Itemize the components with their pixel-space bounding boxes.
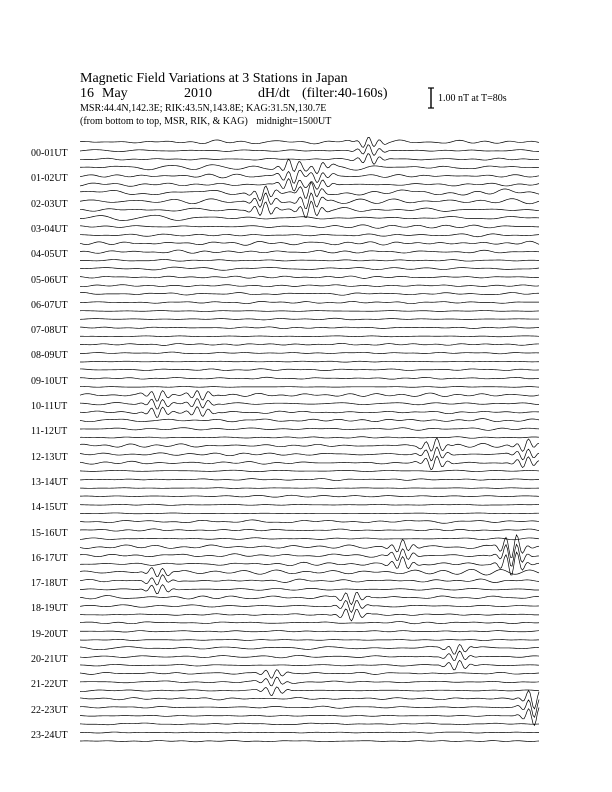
hour-label: 16-17UT [31,552,68,564]
hour-label: 04-05UT [31,249,68,261]
trace-rik [80,677,539,686]
trace-kag [80,137,539,147]
trace-msr [80,437,539,438]
hour-label: 12-13UT [31,451,68,463]
trace-msr [80,154,539,165]
trace-rik [80,504,539,505]
trace-kag [80,592,539,604]
trace-rik [80,276,539,278]
hour-label: 00-01UT [31,148,68,159]
midnight-note: midnight=1500UT [256,116,332,127]
hour-label: 10-11UT [31,401,68,412]
trace-msr [80,708,539,726]
hour-label: 21-22UT [31,679,68,691]
hour-label: 11-12UT [31,426,68,438]
trace-msr [80,285,539,287]
trace-kag [80,691,539,709]
trace-rik [80,479,539,481]
trace-kag [80,495,539,497]
trace-msr [80,687,539,696]
trace-msr [80,609,539,621]
trace-msr [80,201,539,217]
trace-rik [80,398,539,408]
date-month: May [102,86,128,101]
hour-label: 05-06UT [31,274,68,286]
trace-rik [80,631,539,632]
trace-kag [80,391,539,402]
station-coordinates: MSR:44.4N,142.3E; RIK:43.5N,143.8E; KAG:31.5N,130.7E [80,103,327,114]
hour-label: 22-23UT [31,704,68,716]
date-day: 16 [80,86,94,101]
chart-title: Magnetic Field Variations at 3 Stations in Japan [80,71,348,86]
trace-rik [80,575,539,585]
trace-kag [80,723,539,725]
trace-msr [80,639,539,640]
trace-rik [80,700,539,718]
scale-bar-label: 1.00 nT at T=80s [438,93,507,104]
hour-label: 02-03UT [31,198,68,210]
hour-label: 07-08UT [31,325,68,337]
trace-kag [80,644,539,654]
order-note: (from bottom to top, MSR, RIK, & KAG) [80,116,248,127]
trace-rik [80,170,539,183]
trace-msr [80,740,539,741]
trace-kag [80,520,539,523]
hour-label: 15-16UT [31,527,68,539]
trace-kag [80,419,539,422]
trace-msr [80,179,539,191]
trace-msr [80,538,539,540]
trace-kag [80,470,539,471]
trace-msr [80,361,539,362]
hour-label: 18-19UT [31,603,68,615]
trace-kag [80,241,539,245]
trace-kag [80,622,539,624]
date-year: 2010 [184,86,212,101]
trace-msr [80,386,539,387]
trace-msr [80,660,539,669]
trace-kag [80,292,539,295]
trace-rik [80,145,539,156]
hour-label: 14-15UT [31,502,68,514]
trace-rik [80,428,539,431]
quantity-label: dH/dt [258,86,290,101]
trace-rik [80,327,539,329]
trace-msr [80,234,539,237]
hour-label: 23-24UT [31,729,68,741]
trace-rik [80,600,539,612]
trace-msr [80,260,539,262]
hour-label: 01-02UT [31,173,68,185]
trace-kag [80,267,539,270]
trace-kag [80,438,539,451]
trace-kag [80,318,539,320]
trace-rik [80,250,539,253]
hour-label: 08-09UT [31,350,68,362]
trace-rik [80,651,539,660]
trace-rik [80,732,539,733]
trace-msr [80,311,539,312]
hour-label: 20-21UT [31,654,68,665]
hour-label: 19-20UT [31,628,68,640]
trace-rik [80,447,539,461]
trace-msr [80,336,539,337]
trace-kag [80,369,539,371]
hour-label: 09-10UT [31,375,68,387]
filter-label: (filter:40-160s) [302,86,388,101]
trace-msr [80,488,539,489]
hour-label: 03-04UT [31,223,68,235]
trace-msr [80,585,539,594]
trace-kag [80,215,539,220]
trace-rik [80,301,539,303]
trace-kag [80,670,539,679]
hour-label: 13-14UT [31,476,68,488]
trace-rik [80,225,539,228]
trace-msr [80,513,539,514]
trace-kag [80,568,539,577]
trace-msr [80,456,539,470]
trace-kag [80,159,539,174]
trace-rik [80,352,539,354]
hour-label: 17-18UT [31,578,68,590]
trace-kag [80,343,539,345]
trace-rik [80,377,539,379]
trace-rik [80,529,539,531]
hour-label: 06-07UT [31,299,68,311]
trace-msr [80,407,539,418]
